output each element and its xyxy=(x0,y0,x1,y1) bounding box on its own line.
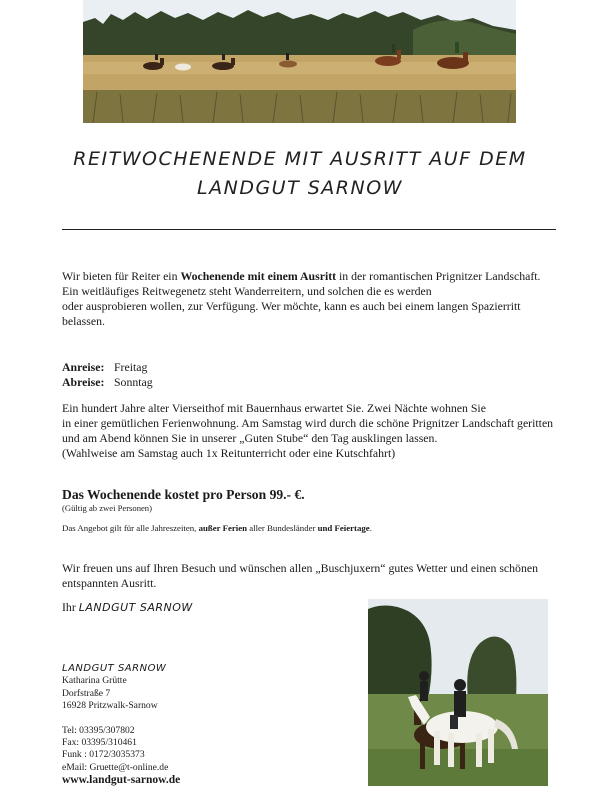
contact-fax: Fax: 03395/310461 xyxy=(62,737,137,749)
signature xyxy=(62,600,193,615)
contact-mobile: Funk : 0172/3035373 xyxy=(62,749,145,761)
depart-day: Sonntag xyxy=(114,375,153,389)
intro-line-2: Ein weitläufiges Reitwegenetz steht Wanderreitern, und solchen die es werden xyxy=(62,284,432,298)
offer-bold-1: außer Ferien xyxy=(198,523,248,533)
description-line-2: in einer gemütlichen Ferienwohnung. Am Samstag wird durch die schöne Prignitzer Landschaft geritten und am Abend können Sie in unserer „Guten Stube“ den Tag ausklingen lassen. xyxy=(62,416,554,445)
arrival-info xyxy=(62,360,362,390)
description-paragraph xyxy=(62,401,567,461)
intro-line-3: oder ausprobieren wollen, zur Verfügung. Wer möchte, kann es auch bei einem langen Spazierritt belassen. xyxy=(62,299,521,328)
intro-post: in der romantischen Prignitzer Landschaft. xyxy=(336,269,541,283)
contact-website[interactable]: www.landgut-sarnow.de xyxy=(62,774,181,787)
signature-pre: Ihr xyxy=(62,600,79,614)
intro-bold: Wochenende mit einem Ausritt xyxy=(180,269,337,283)
price-validity: (Gültig ab zwei Personen) xyxy=(62,503,152,513)
divider xyxy=(62,229,556,230)
hero-photo xyxy=(83,0,516,123)
title-line-2: LANDGUT SARNOW xyxy=(197,177,403,199)
offer-bold-2: und Feiertage xyxy=(317,523,370,533)
contact-city: 16928 Pritzwalk-Sarnow xyxy=(62,700,158,712)
contact-street: Dorfstraße 7 xyxy=(62,687,111,699)
intro-paragraph xyxy=(62,269,562,329)
description-line-3: (Wahlweise am Samstag auch 1x Reitunterricht oder eine Kutschfahrt) xyxy=(62,446,396,460)
contact-block xyxy=(62,663,180,787)
offer-pre: Das Angebot gilt für alle Jahreszeiten, xyxy=(62,523,199,533)
offer-note xyxy=(62,523,542,533)
rider-photo xyxy=(368,599,548,786)
depart-label: Abreise: xyxy=(62,375,105,389)
intro-pre: Wir bieten für Reiter ein xyxy=(62,269,181,283)
contact-name: Katharina Grütte xyxy=(62,675,127,687)
contact-email[interactable]: eMail: Gruette@t-online.de xyxy=(62,761,169,773)
arrive-label: Anreise: xyxy=(62,360,105,374)
closing-paragraph: Wir freuen uns auf Ihren Besuch und wünschen allen „Buschjuxern“ gutes Wetter und einen schönen entspannten Ausritt. xyxy=(62,561,538,590)
offer-mid: aller Bundesländer xyxy=(247,523,318,533)
price-text: Das Wochenende kostet pro Person 99.- €. xyxy=(62,487,305,502)
description-line-1: Ein hundert Jahre alter Vierseithof mit Bauernhaus erwartet Sie. Zwei Nächte wohnen Sie xyxy=(62,401,486,415)
contact-brand: LANDGUT SARNOW xyxy=(62,663,167,674)
arrive-day: Freitag xyxy=(114,360,148,374)
signature-brand: LANDGUT SARNOW xyxy=(78,601,193,614)
contact-tel: Tel: 03395/307802 xyxy=(62,724,135,736)
offer-post: . xyxy=(369,523,372,533)
page-title xyxy=(40,145,560,203)
title-line-1: REITWOCHENENDE MIT AUSRITT AUF DEM xyxy=(73,148,527,170)
